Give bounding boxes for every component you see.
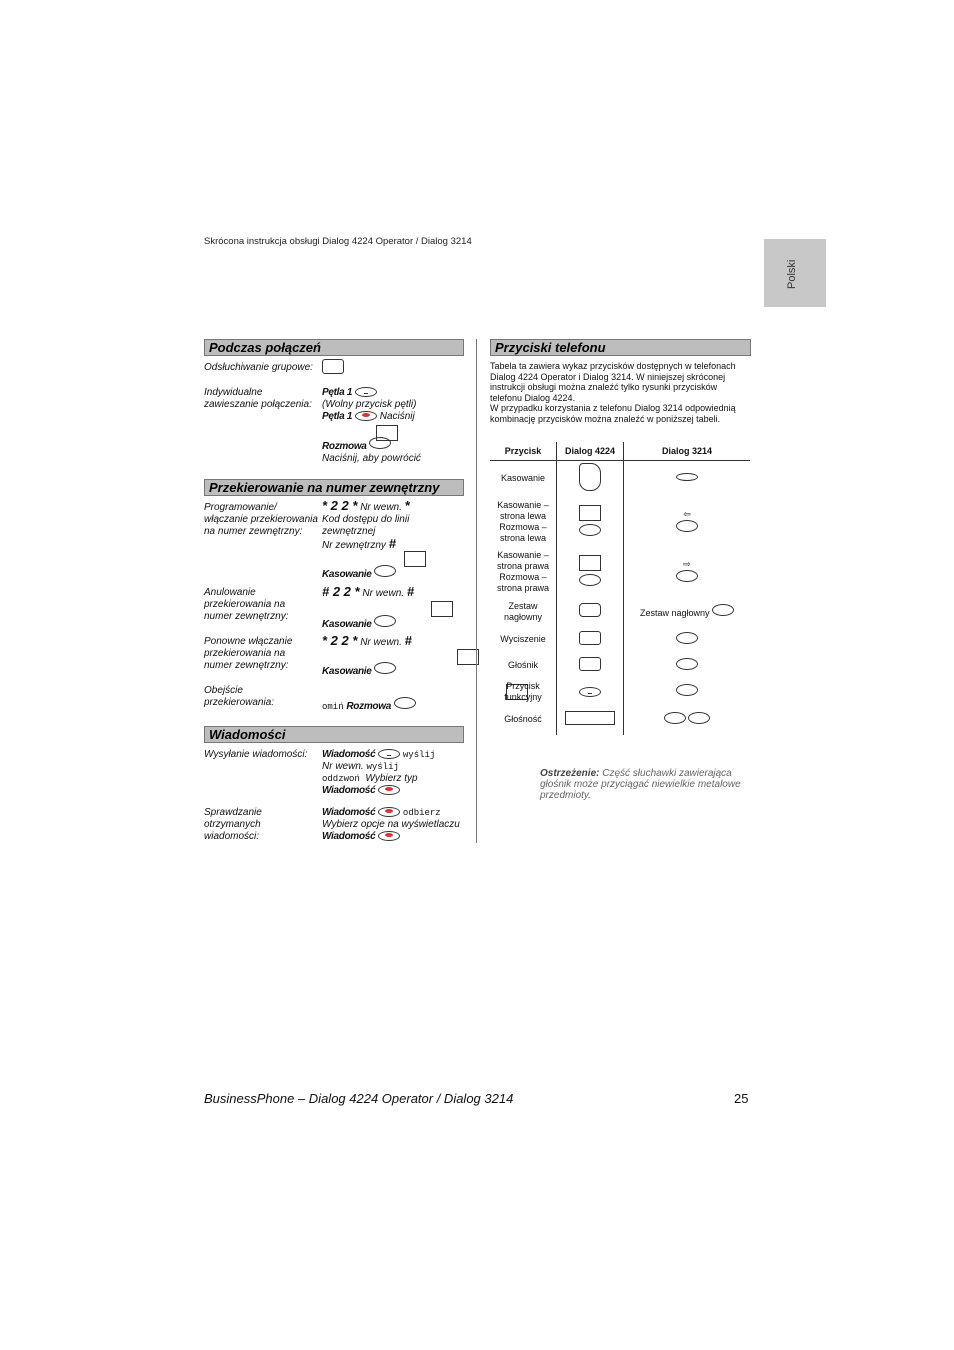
col-header-4224: Dialog 4224 bbox=[557, 442, 624, 461]
clear-step-1: Kasowanie bbox=[322, 565, 396, 581]
right-talk-4224-icon bbox=[579, 574, 601, 586]
headset-3214-icon bbox=[712, 604, 734, 616]
group-listening-key-icon bbox=[322, 359, 344, 374]
label-cancel-forwarding: Anulowanie przekierowania na numer zewnętrzny: bbox=[204, 587, 289, 622]
talk-key-icon-2 bbox=[394, 697, 416, 709]
table-row: Głośnik bbox=[490, 653, 750, 679]
page-number: 25 bbox=[734, 1091, 749, 1106]
col-header-key: Przycisk bbox=[490, 442, 557, 461]
page-footer: BusinessPhone – Dialog 4224 Operator / Dialog 3214 bbox=[204, 1091, 514, 1106]
label-check-messages: Sprawdzanie otrzymanych wiadomości: bbox=[204, 807, 262, 842]
section-title-calls: Podczas połączeń bbox=[204, 339, 464, 356]
table-row: Kasowanie bbox=[490, 461, 750, 497]
talk-key-icon bbox=[369, 437, 391, 449]
col-header-3214: Dialog 3214 bbox=[624, 442, 751, 461]
table-row: Kasowanie – strona lewa Rozmowa – strona lewa ⇦ bbox=[490, 497, 750, 547]
label-program-forwarding: Programowanie/ włączanie przekierowania na numer zewnętrzny: bbox=[204, 502, 318, 537]
clear-3214-icon bbox=[676, 473, 698, 481]
label-send-message: Wysyłanie wiadomości: bbox=[204, 749, 308, 760]
label-group-listening: Odsłuchiwanie grupowe: bbox=[204, 362, 313, 373]
loop-key-red-icon bbox=[355, 411, 377, 421]
warning-note bbox=[540, 768, 752, 801]
mute-3214-icon bbox=[676, 632, 698, 644]
check-messages-steps: Wiadomość odbierz Wybierz opcje na wyświetlaczu Wiadomość bbox=[322, 807, 460, 842]
table-row: Wyciszenie bbox=[490, 627, 750, 653]
bypass-step: omiń Rozmowa bbox=[322, 697, 416, 713]
volume-up-3214-icon bbox=[688, 712, 710, 724]
speaker-3214-icon bbox=[676, 658, 698, 670]
keys-table bbox=[490, 442, 750, 735]
function-key-3214-icon bbox=[676, 684, 698, 696]
language-label: Polski bbox=[786, 259, 798, 289]
right-display-key-icon bbox=[404, 551, 426, 567]
page-header: Skrócona instrukcja obsługi Dialog 4224 Operator / Dialog 3214 bbox=[204, 236, 472, 247]
left-key-3214-icon bbox=[676, 520, 698, 532]
return-instructions: Rozmowa Naciśnij, aby powrócić bbox=[322, 437, 421, 465]
message-key-red-icon-3 bbox=[378, 831, 400, 841]
label-bypass-forwarding: Obejście przekierowania: bbox=[204, 685, 275, 708]
label-reactivate-forwarding: Ponowne włączanie przekierowania na numer zewnętrzny: bbox=[204, 636, 293, 671]
reactivate-forwarding-code: * 2 2 * Nr wewn. # bbox=[322, 633, 412, 648]
clear-4224-icon bbox=[579, 463, 601, 491]
program-forwarding-steps: * 2 2 * Nr wewn. * Kod dostępu do linii zewnętrznej Nr zewnętrzny # bbox=[322, 498, 410, 551]
function-key-4224-icon bbox=[579, 687, 601, 697]
right-key-4224-icon bbox=[579, 555, 601, 571]
clear-key-icon-3 bbox=[374, 662, 396, 674]
right-display-key-icon-2 bbox=[431, 601, 453, 617]
volume-4224-icon bbox=[565, 711, 615, 725]
headset-4224-icon bbox=[579, 603, 601, 617]
hold-instructions: Pętla 1 (Wolny przycisk pętli) Pętla 1 Naciśnij bbox=[322, 387, 417, 422]
table-row: Zestaw nagłowny Zestaw nagłowny bbox=[490, 597, 750, 627]
column-divider bbox=[476, 339, 477, 843]
clear-key-icon-2 bbox=[374, 615, 396, 627]
left-key-4224-icon bbox=[579, 505, 601, 521]
clear-step-3: Kasowanie bbox=[322, 662, 396, 678]
clear-key-icon bbox=[374, 565, 396, 577]
cancel-forwarding-code: # 2 2 * Nr wewn. # bbox=[322, 584, 415, 599]
label-individual-hold: Indywidualne zawieszanie połączenia: bbox=[204, 387, 312, 410]
table-row: Przycisk funkcyjny bbox=[490, 679, 750, 705]
volume-down-3214-icon bbox=[664, 712, 686, 724]
message-key-red-icon-2 bbox=[378, 807, 400, 817]
send-message-steps: Wiadomość wyślij Nr wewn. wyślij oddzwoń Wybierz typ Wiadomość bbox=[322, 749, 436, 796]
table-row: Głośność bbox=[490, 705, 750, 735]
message-key-red-icon bbox=[378, 785, 400, 795]
right-key-3214-icon bbox=[676, 570, 698, 582]
phone-keys-intro: Tabela ta zawiera wykaz przycisków dostępnych w telefonach Dialog 4224 Operator i Dialog 3214. W niniejszej skróconej instrukcji obsługi można znaleźć tylko rysunki przycisków telefonu Dialog 4224. W przypadku korzystania z telefonu Dialog 3214 odpowiednią kombinację przycisków można znaleźć w poniższej tabeli. bbox=[490, 361, 736, 424]
left-talk-4224-icon bbox=[579, 524, 601, 536]
language-tab bbox=[764, 239, 826, 307]
warning-label: Ostrzeżenie: bbox=[540, 768, 600, 779]
table-row: Kasowanie – strona prawa Rozmowa – strona prawa ⇨ bbox=[490, 547, 750, 597]
warning-text: Część słuchawki zawierająca głośnik może przyciągać niewielkie metalowe przedmioty. bbox=[540, 768, 741, 801]
loop-key-icon bbox=[355, 387, 377, 397]
section-title-messages: Wiadomości bbox=[204, 726, 464, 743]
message-key-icon bbox=[378, 749, 400, 759]
clear-step-2: Kasowanie bbox=[322, 615, 396, 631]
section-title-phone-keys: Przyciski telefonu bbox=[490, 339, 751, 356]
speaker-4224-icon bbox=[579, 657, 601, 671]
mute-4224-icon bbox=[579, 631, 601, 645]
section-title-forwarding: Przekierowanie na numer zewnętrzny bbox=[204, 479, 464, 496]
